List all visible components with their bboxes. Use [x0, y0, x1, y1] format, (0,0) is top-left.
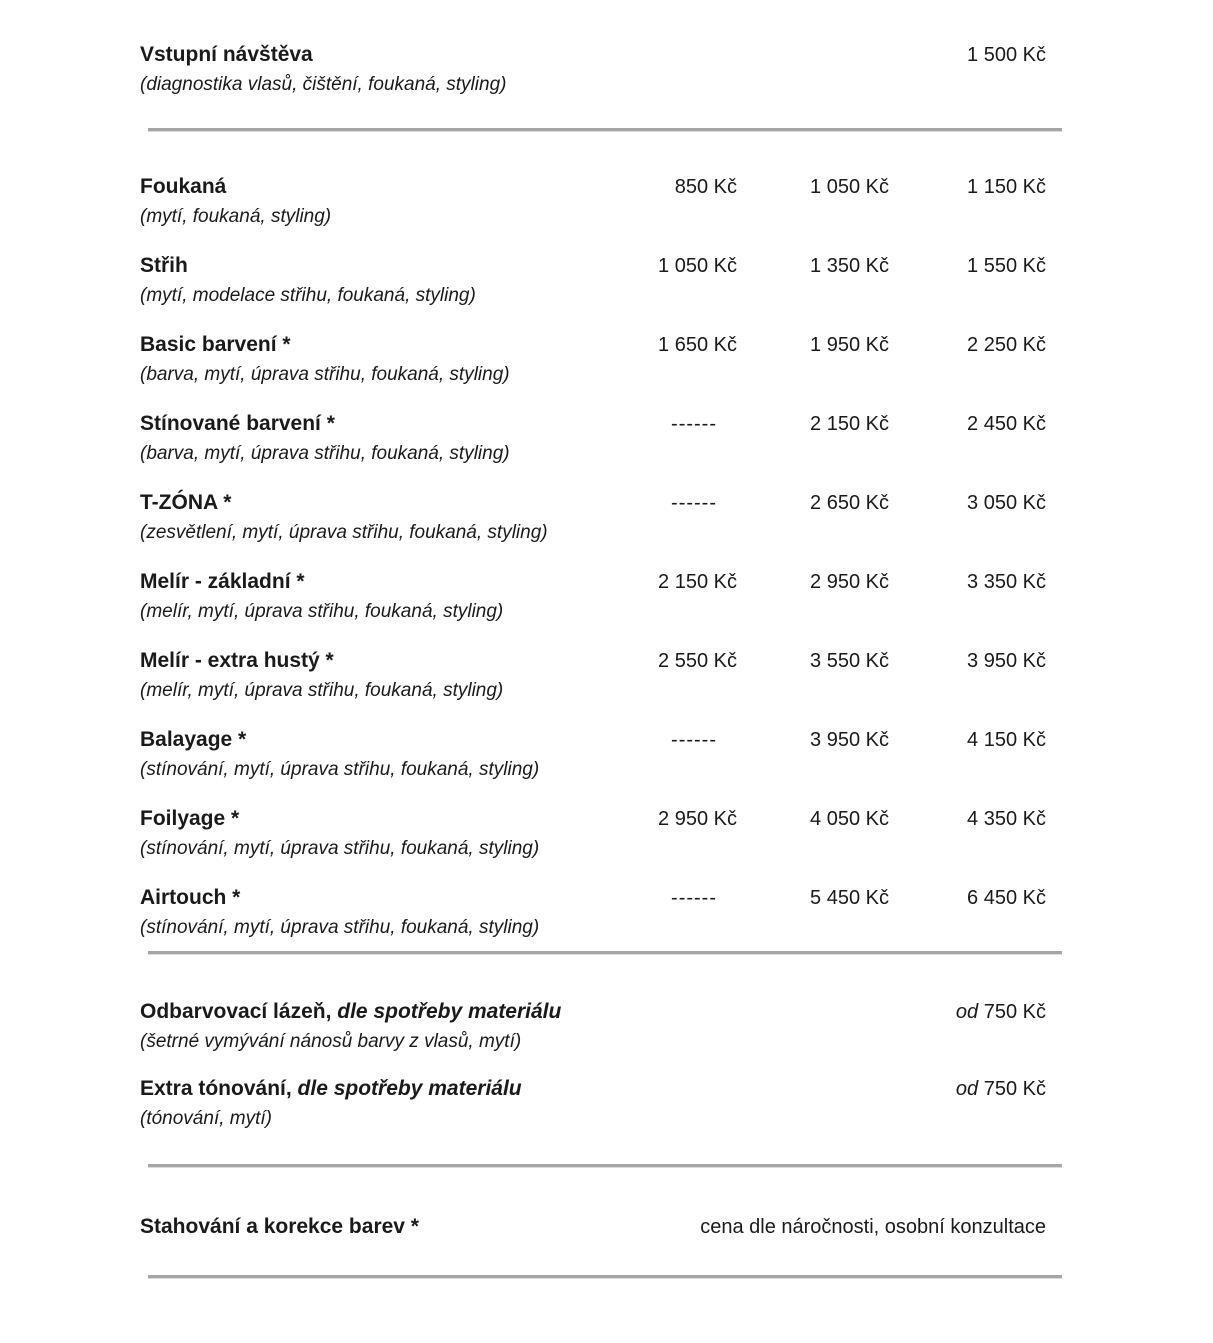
service-name: T-ZÓNA *: [140, 491, 232, 514]
service-info: [140, 253, 585, 308]
service-info: [140, 490, 585, 545]
price-medium: 2 650 Kč: [810, 492, 889, 514]
price-short: 2 550 Kč: [658, 650, 737, 672]
service-info: [140, 174, 585, 229]
price-from-prefix: od: [955, 1078, 979, 1100]
service-info: [140, 999, 956, 1054]
price-long: 4 150 Kč: [967, 729, 1046, 751]
price-consultation-note: cena dle náročnosti, osobní konzultace: [700, 1216, 1046, 1238]
price-medium: 2 150 Kč: [810, 413, 889, 435]
price-columns: [585, 727, 1046, 753]
price-medium: 3 550 Kč: [810, 650, 889, 672]
service-description: (stínování, mytí, úprava střihu, foukaná, styling): [140, 917, 540, 938]
service-name-emphasis: dle spotřeby materiálu: [337, 1000, 562, 1023]
service-description: (zesvětlení, mytí, úprava střihu, foukaná, styling): [140, 522, 548, 543]
service-name: Foilyage *: [140, 807, 240, 830]
service-info: [140, 1214, 700, 1240]
price-columns: [889, 42, 1046, 68]
price-long: 1 150 Kč: [967, 176, 1046, 198]
price-row-balayage: [140, 727, 1046, 782]
service-description: (stínování, mytí, úprava střihu, foukaná, styling): [140, 838, 540, 859]
price-row-foukana: [140, 174, 1046, 229]
price-long: 2 250 Kč: [967, 334, 1046, 356]
price-short: 1 650 Kč: [658, 334, 737, 356]
service-name: Stahování a korekce barev *: [140, 1215, 419, 1238]
service-info: [140, 648, 585, 703]
section-divider: [148, 951, 1062, 955]
price-row-extra-tonovani: [140, 1076, 1046, 1131]
service-info: [140, 806, 585, 861]
price-medium: 1 950 Kč: [810, 334, 889, 356]
price-columns: [585, 806, 1046, 832]
price-short: 2 950 Kč: [658, 808, 737, 830]
price-long: 2 450 Kč: [967, 413, 1046, 435]
price-columns: [585, 490, 1046, 516]
service-info: [140, 569, 585, 624]
price-short-unavailable: ------: [671, 729, 717, 751]
price-long: 4 350 Kč: [967, 808, 1046, 830]
price-short: 2 150 Kč: [658, 571, 737, 593]
price-medium: 3 950 Kč: [810, 729, 889, 751]
service-name: Melír - základní *: [140, 570, 305, 593]
service-info: [140, 42, 889, 97]
service-description: (diagnostika vlasů, čištění, foukaná, styling): [140, 74, 507, 95]
price-columns: [585, 332, 1046, 358]
service-description: (mytí, modelace střihu, foukaná, styling): [140, 285, 476, 306]
price-short: 850 Kč: [674, 176, 737, 198]
section-divider: [148, 128, 1062, 132]
service-name-main: Odbarvovací lázeň,: [140, 1000, 332, 1023]
service-description: (mytí, foukaná, styling): [140, 206, 332, 227]
price-columns: [585, 411, 1046, 437]
price-from: [956, 1076, 1046, 1102]
price-long: 3 350 Kč: [967, 571, 1046, 593]
price-columns: [585, 174, 1046, 200]
price-row-melir-extra-husty: [140, 648, 1046, 703]
price-row-foilyage: [140, 806, 1046, 861]
price-medium: 5 450 Kč: [810, 887, 889, 909]
price-row-stahovani-korekce: [140, 1214, 1046, 1240]
price-columns: [585, 648, 1046, 674]
service-name: Airtouch *: [140, 886, 241, 909]
service-name: Střih: [140, 254, 188, 277]
service-description: (barva, mytí, úprava střihu, foukaná, styling): [140, 364, 510, 385]
service-info: [140, 1076, 956, 1131]
service-description: (melír, mytí, úprava střihu, foukaná, styling): [140, 680, 504, 701]
service-description: (stínování, mytí, úprava střihu, foukaná, styling): [140, 759, 540, 780]
service-info: [140, 885, 585, 940]
service-name: Melír - extra hustý *: [140, 649, 334, 672]
service-name: Foukaná: [140, 175, 227, 198]
price-medium: 2 950 Kč: [810, 571, 889, 593]
section-divider: [148, 1275, 1062, 1279]
price-from: [956, 999, 1046, 1025]
price-from-prefix: od: [955, 1001, 979, 1023]
service-name: Basic barvení *: [140, 333, 291, 356]
section-divider: [148, 1164, 1062, 1168]
price-row-odbarvovaci-lazen: [140, 999, 1046, 1054]
service-info: [140, 727, 585, 782]
price-medium: 4 050 Kč: [810, 808, 889, 830]
price-columns: [585, 253, 1046, 279]
price-short-unavailable: ------: [671, 887, 717, 909]
price-long: 3 950 Kč: [967, 650, 1046, 672]
price-columns: [956, 999, 1046, 1025]
service-info: [140, 332, 585, 387]
price-row-stinovane-barveni: [140, 411, 1046, 466]
price-row-basic-barveni: [140, 332, 1046, 387]
price-medium: 1 050 Kč: [810, 176, 889, 198]
price-long: 3 050 Kč: [967, 492, 1046, 514]
price-medium: 1 350 Kč: [810, 255, 889, 277]
price-value: 750 Kč: [983, 1078, 1046, 1100]
price-long: 1 550 Kč: [967, 255, 1046, 277]
service-name: Stínované barvení *: [140, 412, 335, 435]
service-name: Vstupní návštěva: [140, 43, 313, 66]
service-name: [140, 1076, 956, 1102]
price-row-melir-zakladni: [140, 569, 1046, 624]
price-columns: [585, 569, 1046, 595]
price-row-t-zona: [140, 490, 1046, 545]
price-value: 1 500 Kč: [967, 44, 1046, 66]
price-short-unavailable: ------: [671, 413, 717, 435]
service-description: (šetrné vymývání nánosů barvy z vlasů, mytí): [140, 1031, 522, 1052]
price-row-airtouch: [140, 885, 1046, 940]
price-row-strih: [140, 253, 1046, 308]
price-value: 750 Kč: [983, 1001, 1046, 1023]
price-long: 6 450 Kč: [967, 887, 1046, 909]
service-name-emphasis: dle spotřeby materiálu: [297, 1077, 522, 1100]
service-name-main: Extra tónování,: [140, 1077, 292, 1100]
price-short: 1 050 Kč: [658, 255, 737, 277]
service-name: [140, 999, 956, 1025]
service-description: (barva, mytí, úprava střihu, foukaná, styling): [140, 443, 510, 464]
price-short-unavailable: ------: [671, 492, 717, 514]
price-columns: [585, 885, 1046, 911]
service-description: (tónování, mytí): [140, 1108, 272, 1129]
service-name: Balayage *: [140, 728, 247, 751]
price-columns: [956, 1076, 1046, 1102]
service-description: (melír, mytí, úprava střihu, foukaná, styling): [140, 601, 504, 622]
price-row-vstupni-navsteva: [140, 42, 1046, 97]
service-info: [140, 411, 585, 466]
